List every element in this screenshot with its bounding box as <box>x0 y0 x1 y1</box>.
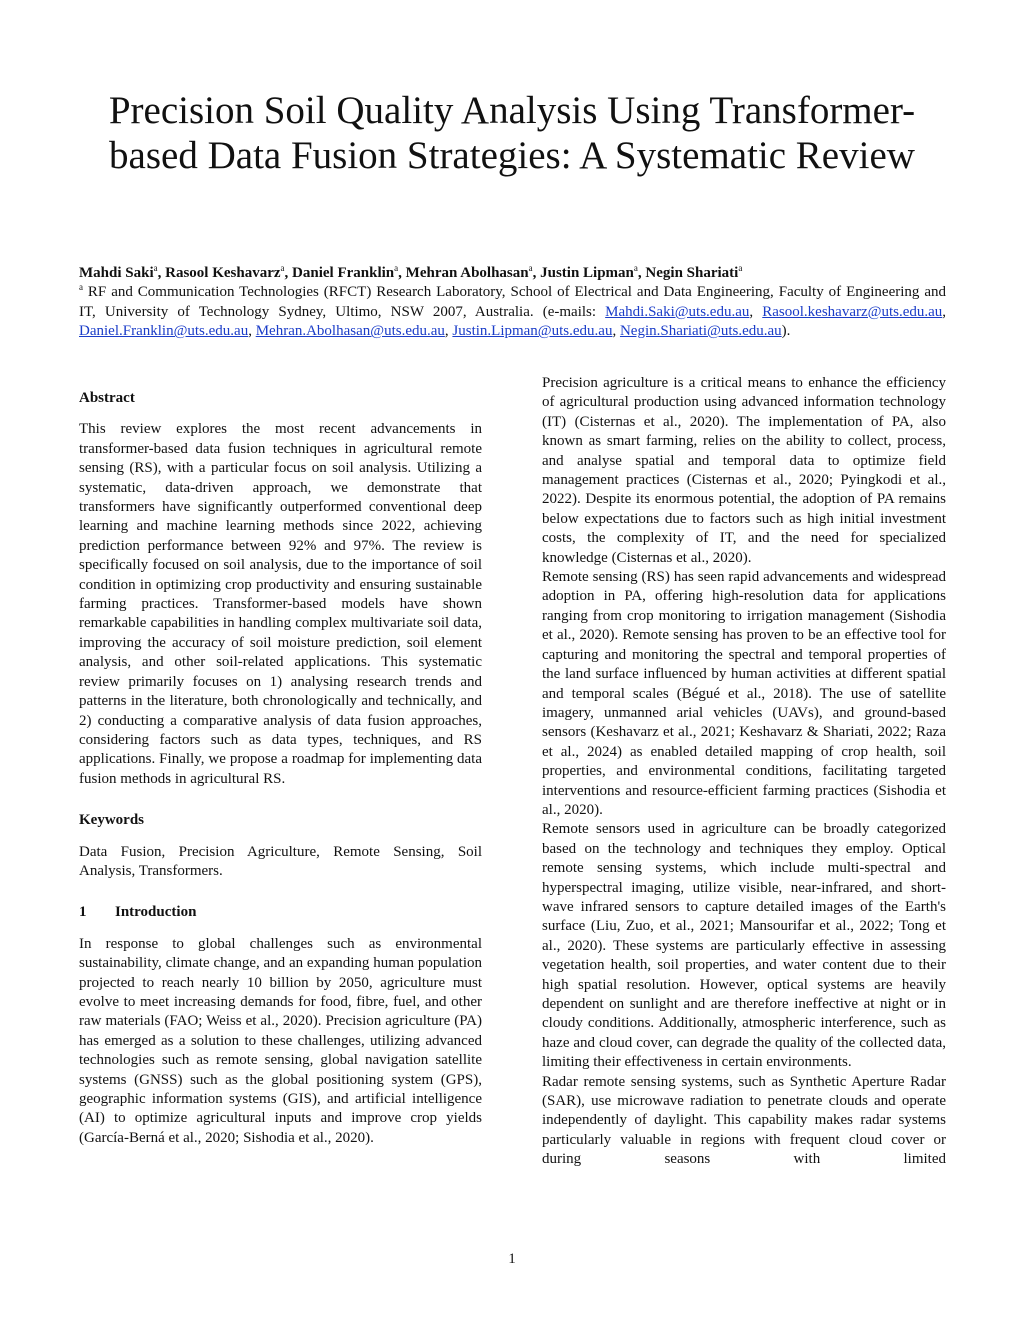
email-link[interactable]: Rasool.keshavarz@uts.edu.au <box>762 303 943 320</box>
author: Negin Shariati$^a$ <box>645 263 743 281</box>
section-title: Introduction <box>115 904 197 921</box>
author: Justin Lipman$^a$, <box>540 263 646 281</box>
intro-paragraph-1: In response to global challenges such as environmental sustainability, climate change, and an expanding human population projected to reach nearly 10 billion by 2050, agriculture must evolve to meet increasing demands for food, fibre, fuel, and other raw materials (FAO; Weiss et al., 2020). Precision agriculture (PA) has emerged as a solution to these challenges, utilizing advanced technologies such as remote sensing, global navigation satellite systems (GNSS) such as the global positioning system (GPS), geographic information systems (GIS), and artificial intelligence (AI) to optimize agricultural inputs and improve crop yields (García-Berná et al., 2020; Sishodia et al., 2020). <box>79 935 482 1146</box>
section-heading-introduction <box>79 903 482 922</box>
keywords-heading: Keywords <box>79 812 144 829</box>
left-column <box>79 389 482 1148</box>
section-number: 1 <box>79 904 87 921</box>
intro-paragraph-4: Remote sensors used in agriculture can be broadly categorized based on the technology and techniques they employ. Optical remote sensing systems, which include multi-spectral and hyperspectral imaging, utilize visible, near-infrared, and short-wave infrared sensors to capture detailed images of the Earth's surface (Liu, Zuo, et al., 2021; Mansourifar et al., 2022; Tong et al., 2020). These systems are particularly effective in assessing vegetation health, soil properties, and water content due to their high spatial resolution. However, optical systems are heavily dependent on sunlight and are therefore ineffective at night or in cloudy conditions. Additionally, atmospheric interference, such as haze and cloud cover, can degrade the quality of the collected data, limiting their effectiveness in certain environments. <box>542 821 946 1071</box>
abstract-text: This review explores the most recent advancements in transformer-based data fusion techniques in agricultural remote sensing (RS), with a particular focus on soil analysis. Utilizing a systematic, data-driven approach, we demonstrate that transformers have significantly outperformed conventional deep learning and machine learning methods since 2022, achieving prediction performance between 92% and 97%. The review is specifically focused on soil analysis, due to the importance of soil condition in optimizing crop productivity and ensuring sustainable farming practices. Transformer-based models have shown remarkable capabilities in handling complex multivariate soil data, improving the accuracy of soil moisture prediction, soil element analysis, and other soil-related applications. This systematic review primarily focuses on 1) analysing research trends and patterns in the literature, both chronologically and technically, and 2) conducting a comparative analysis of data fusion approaches, considering factors such as data types, techniques, and RS applications. Finally, we propose a roadmap for implementing data fusion methods in agricultural RS. <box>79 421 482 787</box>
intro-paragraph-5: Radar remote sensing systems, such as Synthetic Aperture Radar (SAR), use microwave radiation to penetrate clouds and operate independently of daylight. This capability makes radar systems particularly valuable in regions with frequent cloud cover or during seasons with limited <box>542 1073 946 1168</box>
right-column <box>542 374 946 1170</box>
keywords-text: Data Fusion, Precision Agriculture, Remote Sensing, Soil Analysis, Transformers. <box>79 843 482 879</box>
affiliation: $^a$ RF and Communication Technologies (RFCT) Research Laboratory, School of Electrical and Data Engineering, Faculty of Engineering and IT, University of Technology Sydney, Ultimo, NSW 2007, Australia. (e-mails: Mahdi.Saki@uts.edu.au, Rasool.keshavarz@uts.edu.au, Daniel.Franklin@uts.edu.au, Mehran.Abolhasan@uts.edu.au, Justin.Lipman@uts.edu.au, Negin.Shariati@uts.edu.au). <box>79 282 947 340</box>
abstract-heading: Abstract <box>79 390 135 406</box>
author: Mahdi Saki$^a$, <box>79 263 166 281</box>
email-link[interactable]: Justin.Lipman@uts.edu.au <box>452 323 613 340</box>
email-link[interactable]: Mehran.Abolhasan@uts.edu.au <box>255 323 445 340</box>
email-link[interactable]: Negin.Shariati@uts.edu.au <box>619 323 782 340</box>
intro-paragraph-2: Precision agriculture is a critical means to enhance the efficiency of agricultural production using advanced information technology (IT) (Cisternas et al., 2020). The implementation of PA, also known as smart farming, relies on the ability to collect, process, and analyse spatial and temporal data to optimize field management practices (Cisternas et al., 2020; Pyingkodi et al., 2022). Despite its enormous potential, the adoption of PA remains below expectations due to factors such as high initial investment costs, the complexity of IT, and the need for specialized knowledge (Cisternas et al., 2020). <box>542 375 946 566</box>
paper-title: Precision Soil Quality Analysis Using Transformer-based Data Fusion Strategies: A Systematic Review <box>108 89 916 177</box>
author: Daniel Franklin$^a$, <box>292 263 406 281</box>
page-number: 1 <box>508 1251 516 1267</box>
author: Rasool Keshavarz$^a$, <box>165 263 293 281</box>
email-link[interactable]: Mahdi.Saki@uts.edu.au <box>605 303 750 320</box>
email-link[interactable]: Daniel.Franklin@uts.edu.au <box>79 323 249 340</box>
author: Mehran Abolhasan$^a$, <box>405 263 541 281</box>
intro-paragraph-3: Remote sensing (RS) has seen rapid advancements and widespread adoption in PA, offering high-resolution data for applications ranging from crop monitoring to irrigation management (Sishodia et al., 2020). Remote sensing has proven to be an effective tool for capturing and monitoring the spectral and temporal properties of the land surface influenced by human activities at different spatial and temporal scales (Bégué et al., 2018). The use of satellite imagery, unmanned arial vehicles (UAVs), and ground-based sensors (Keshavarz et al., 2021; Keshavarz & Shariati, 2022; Raza et al., 2024) as enabled detailed mapping of crop health, soil properties, and environmental conditions, facilitating targeted interventions and resource-efficient farming practices (Sishodia et al., 2020). <box>542 569 946 818</box>
